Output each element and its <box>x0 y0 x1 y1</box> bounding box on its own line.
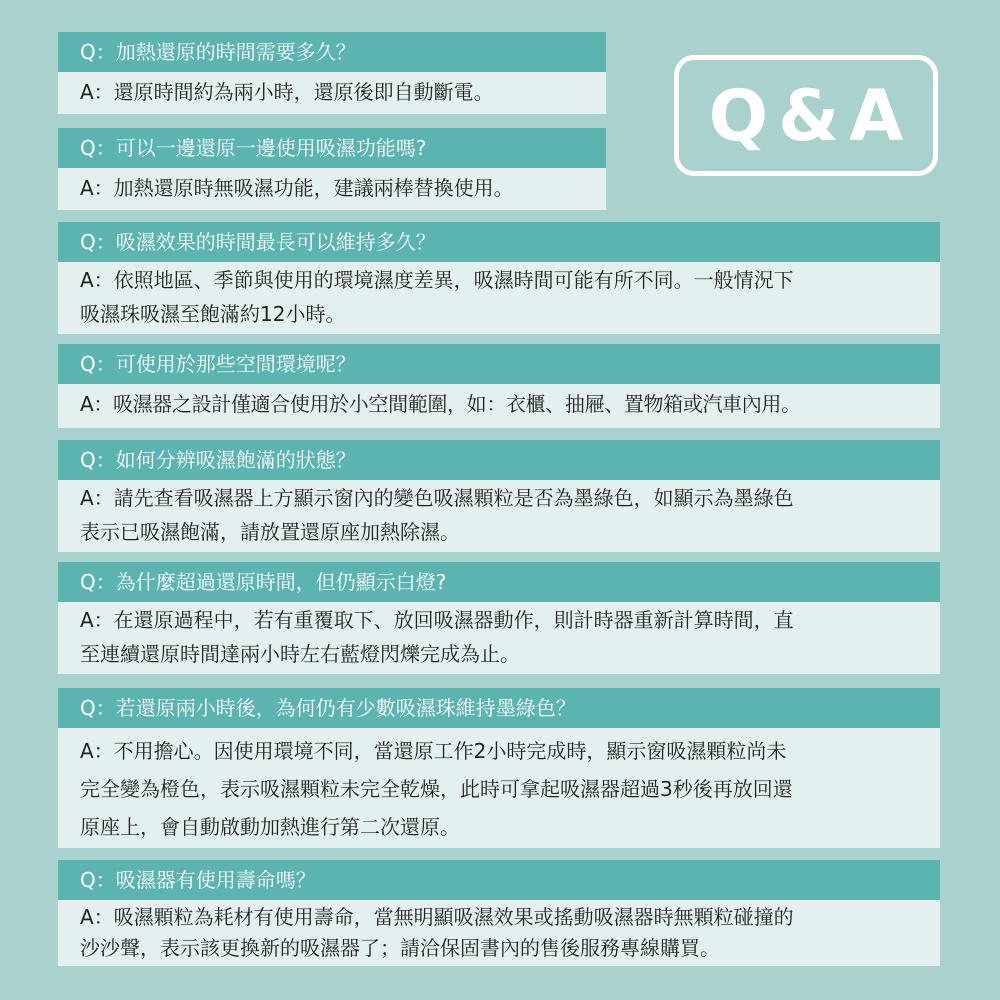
question-7: Q：若還原兩小時後，為何仍有少數吸濕珠維持墨綠色？ <box>58 688 940 728</box>
question-8: Q：吸濕器有使用壽命嗎？ <box>58 860 940 900</box>
answer-3-line-2: 吸濕珠吸濕至飽滿約12小時。 <box>80 302 346 326</box>
answer-4 <box>58 384 940 428</box>
answer-5-line-1: A：請先查看吸濕器上方顯示窗內的變色吸濕顆粒是否為墨綠色，如顯示為墨綠色 <box>80 486 794 510</box>
answer-6-line-2: 至連續還原時間達兩小時左右藍燈閃爍完成為止。 <box>80 642 520 666</box>
answer-8-line-2: 沙沙聲，表示該更換新的吸濕器了；請洽保固書內的售後服務專線購買。 <box>80 936 720 960</box>
qa-logo <box>674 55 938 176</box>
answer-2-line-1: A：加熱還原時無吸濕功能，建議兩棒替換使用。 <box>80 176 514 200</box>
question-1: Q：加熱還原的時間需要多久？ <box>58 32 606 72</box>
answer-7 <box>58 728 940 848</box>
answer-8-line-1: A：吸濕顆粒為耗材有使用壽命，當無明顯吸濕效果或搖動吸濕器時無顆粒碰撞的 <box>80 905 794 929</box>
answer-7-line-3: 原座上，會自動啟動加熱進行第二次還原。 <box>80 815 460 839</box>
answer-5-line-2: 表示已吸濕飽滿，請放置還原座加熱除濕。 <box>80 520 460 544</box>
question-3: Q：吸濕效果的時間最長可以維持多久？ <box>58 222 940 262</box>
answer-3 <box>58 262 940 334</box>
answer-7-line-2: 完全變為橙色，表示吸濕顆粒未完全乾燥，此時可拿起吸濕器超過3秒後再放回還 <box>80 777 793 801</box>
answer-3-line-1: A：依照地區、季節與使用的環境濕度差異，吸濕時間可能有所不同。一般情況下 <box>80 268 794 292</box>
answer-8 <box>58 900 940 966</box>
answer-7-line-1: A：不用擔心。因使用環境不同，當還原工作2小時完成時，顯示窗吸濕顆粒尚未 <box>80 739 787 763</box>
answer-4-line-1: A：吸濕器之設計僅適合使用於小空間範圍，如：衣櫃、抽屜、置物箱或汽車內用。 <box>80 392 801 416</box>
answer-1-line-1: A：還原時間約為兩小時，還原後即自動斷電。 <box>80 80 494 104</box>
qa-logo-text: Q&A <box>708 74 914 157</box>
question-2: Q：可以一邊還原一邊使用吸濕功能嗎? <box>58 128 606 168</box>
question-5: Q：如何分辨吸濕飽滿的狀態？ <box>58 440 940 480</box>
answer-1 <box>58 72 606 114</box>
answer-6-line-1: A：在還原過程中，若有重覆取下、放回吸濕器動作，則計時器重新計算時間，直 <box>80 608 794 632</box>
question-6: Q：為什麼超過還原時間，但仍顯示白燈? <box>58 562 940 602</box>
answer-6 <box>58 602 940 674</box>
question-4: Q：可使用於那些空間環境呢？ <box>58 344 940 384</box>
answer-2 <box>58 168 606 210</box>
answer-5 <box>58 480 940 552</box>
